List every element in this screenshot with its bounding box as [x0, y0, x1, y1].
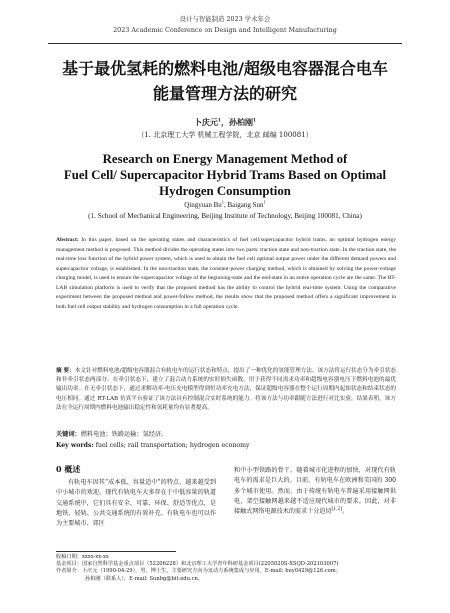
- author-cn-2: 孙柏刚: [229, 117, 253, 127]
- abstract-en-text: In this paper, based on the operating states and characteristics of fuel cell/supercapacitor hybrid trams, an optimal hydrogen energy management method is proposed. This method divides the operating states into two parts: traction state and non-traction state. In the traction state, the real-time loss function of the hybrid power system, which is used to obtain the fuel cell optimal output power under the different demand powers and supercapacitor voltage, is established. In the non-traction state, the constant-power charging method, which is obtained by solving the power-voltage charging model, is used to ensure the supercapacitor voltage of the beginning-state and the end-state in an entire operation cycle are the same. The RT-LAB simulation platform is used to verify that the proposed method has the ability to control the hybrid real-time system. Using the comparative experiment between the proposed method and power-follow method, the results show that the proposed method offers a significant improvement in both fuel cell output stability and hydrogen consumption in a full operation cycle.: [56, 237, 396, 310]
- footnote-author-2: 孙柏刚（联系人），E-mail: Sunbg@bit.edu.cn。: [85, 575, 204, 582]
- footnote-rule: [56, 551, 176, 552]
- left-column-text: 有轨电车因其“成本低、容量适中”的特点，越来越受到中小城市的欢迎。现代有轨电车大多存在于中低容量的轨道交通系统中，它们具有安全、可靠、环保、舒适等优点，是地铁、轻轨、公共交通系统的有效补充。有轨电车也可以作为主要城市、郊区: [56, 479, 216, 528]
- title-cn-line2: 能量管理方法的研究: [152, 84, 297, 103]
- running-header-en: 2023 Academic Conference on Design and Intelligent Manufacturing: [113, 26, 337, 34]
- affiliation-cn: （1. 北京理工大学 机械工程学院，北京 邮编 100081）: [137, 131, 313, 139]
- footnote-fund: 基金项目：国家自然科学基金重点项目（52206228）和北京理工大学青年科研基金项目(2205020S-XSQD-202103007): [56, 561, 339, 568]
- footnote-author-1: 作者简介：卜庆元（1990-04-29），男，博士生，主要研究方向为氢动力系统集成与应用。E-mail: buy0429@126.com；: [56, 568, 341, 575]
- right-column-paragraph: [234, 466, 396, 517]
- authors-en: Qingyuan Bu$^1$, Baigang Sun$^1$: [184, 199, 266, 209]
- title-en-line3: Hydrogen Consumption: [159, 184, 291, 198]
- keywords-cn-text: 燃料电池；铁路运输；氢经济。: [80, 431, 168, 438]
- author-cn-1: 卜庆元: [193, 117, 218, 127]
- author-cn-1-sup: 1: [217, 118, 221, 124]
- author-en-2: Baigang Sun: [227, 201, 264, 209]
- keywords-en: [56, 442, 396, 450]
- title-cn-line1: 基于最优氢耗的燃料电池/超级电容器混合电车: [62, 59, 388, 78]
- right-column-text: 和中小型铁路的骨干。随着城市化进程的加快，对现代有轨电车的需求是巨大的。目前，有轨电车在欧洲和美国的 300 多个城市使用。然而，由于传统有轨电车普遍采用接触网供电，架空接触网越来越不适应现代城市的要求。因此，对非接触式网络电源技术的需求十分迫切: [234, 467, 396, 516]
- author-en-1: Qingyuan Bu: [184, 201, 222, 209]
- abstract-en: [56, 236, 396, 312]
- author-cn-2-sup: 1: [253, 118, 257, 124]
- section-heading: 0 概述: [56, 464, 81, 474]
- keywords-cn-label: 关键词：: [56, 431, 81, 438]
- header-rule: [48, 43, 402, 44]
- abstract-en-label: Abstract:: [56, 237, 79, 243]
- keywords-en-text: fuel cells; rail transportation; hydrogen economy: [95, 442, 250, 449]
- keywords-en-label: Key words:: [56, 442, 94, 449]
- footnotes: [56, 554, 396, 583]
- author-en-1-sup: 1: [221, 199, 225, 205]
- right-column-end: 。: [342, 508, 349, 516]
- abstract-cn: [56, 367, 396, 413]
- affiliation-en: (1. School of Mechanical Engineering, Beijing Institute of Technology, Beijing 100081, China): [88, 212, 362, 220]
- abstract-cn-text: 本文针对燃料电池/超级电容器混合有轨电车的运行状态和特点，提出了一种优化的氢能管理方法。该方法将运行状态分为牵引状态和非牵引状态两部分。在牵引状态下，建立了混合动力系统的实时损失函数，用于获得不同需求功率和超级电容器电压下燃料电池的最优输出功率。在无牵引状态下，通过求解功率-电压充电模型得到恒功率充电方法，保证超级电容器在整个运行周期内起始状态和结束状态的电压相同。通过 RT-LAB 仿真平台验证了该方法具有控制混合实时系统的能力。将该方法与功率跟随方法进行对比实验，结果表明，该方法在全运行周期内燃料电池输出稳定性和氢耗量均有显著提高。: [56, 368, 396, 411]
- title-en-line2: Fuel Cell/ Supercapacitor Hybrid Trams Based on Optimal: [63, 168, 387, 182]
- footnote-received: 收稿日期：xxxx-xx-xx: [56, 554, 109, 560]
- author-en-2-sup: 1: [263, 199, 266, 205]
- abstract-cn-label: 摘 要：: [56, 368, 75, 374]
- running-header-cn: 设计与智能制造 2023 学术年会: [179, 15, 271, 23]
- keywords-cn: [56, 431, 396, 439]
- right-column: [234, 466, 396, 517]
- title-en-line1: Research on Energy Management Method of: [102, 152, 348, 166]
- authors-cn: 卜庆元$^1$，孙柏刚$^1$: [193, 117, 257, 127]
- left-column: [56, 463, 216, 529]
- right-column-citation: [1,2]: [331, 507, 343, 513]
